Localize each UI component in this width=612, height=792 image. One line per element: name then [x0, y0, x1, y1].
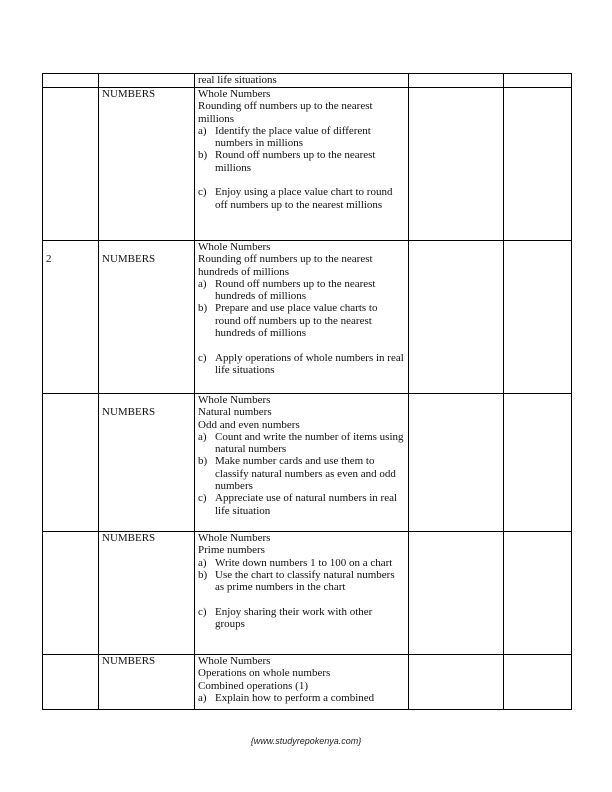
- outcome-text: Appreciate use of natural numbers in real life situation: [215, 492, 398, 517]
- content-cell: [195, 241, 409, 394]
- learning-outcome: [198, 352, 405, 377]
- learning-outcome: [198, 278, 405, 303]
- strand-cell-text: NUMBERS: [102, 88, 156, 100]
- sub-strand-line: Prime numbers: [198, 544, 265, 557]
- outcome-text: Round off numbers up to the nearest millions: [215, 149, 376, 174]
- learning-outcome: [198, 302, 405, 339]
- empty-cell: [504, 241, 572, 394]
- learning-outcome: [198, 431, 405, 456]
- outcome-label: a): [198, 556, 207, 569]
- empty-cell: [409, 241, 504, 394]
- content-cell: [195, 394, 409, 532]
- sub-strand-line: Rounding off numbers up to the nearest millions: [198, 100, 373, 125]
- footer-website: {www.studyrepokenya.com}: [250, 736, 362, 746]
- outcome-label: c): [198, 186, 207, 199]
- sub-strand-line: Operations on whole numbers: [198, 667, 331, 680]
- outcome-label: a): [198, 691, 207, 704]
- learning-outcome: [198, 492, 405, 517]
- strand-cell: [99, 88, 195, 241]
- sub-strand-line: Combined operations (1): [198, 679, 308, 692]
- sub-strand-line: Rounding off numbers up to the nearest hundreds of millions: [198, 253, 373, 278]
- outcome-text: Round off numbers up to the nearest hundreds of millions: [215, 277, 376, 303]
- week-cell: [43, 88, 99, 241]
- empty-cell: [504, 74, 572, 88]
- strand-cell-text: NUMBERS: [102, 532, 156, 544]
- sub-strand-line: Whole Numbers: [198, 532, 271, 544]
- sub-strand-line: Whole Numbers: [198, 655, 271, 667]
- learning-outcome: [198, 455, 405, 492]
- strand-cell: [99, 655, 195, 710]
- empty-cell: [504, 655, 572, 710]
- sub-strand-line: real life situations: [198, 74, 277, 86]
- outcome-text: Enjoy using a place value chart to round off numbers up to the nearest millions: [215, 186, 393, 211]
- strand-cell-text: NUMBERS: [102, 406, 156, 418]
- outcome-label: a): [198, 277, 207, 290]
- outcome-label: b): [198, 302, 208, 315]
- table-row: [43, 655, 572, 710]
- strand-cell: [99, 394, 195, 532]
- week-cell: [43, 655, 99, 710]
- outcome-label: c): [198, 605, 207, 618]
- strand-cell-text: NUMBERS: [102, 253, 156, 265]
- week-cell: [43, 394, 99, 532]
- strand-cell: [99, 74, 195, 88]
- outcome-text: Apply operations of whole numbers in real life situations: [215, 351, 404, 376]
- outcome-text: Write down numbers 1 to 100 on a chart: [215, 556, 393, 569]
- outcome-label: a): [198, 124, 207, 137]
- sub-strand-line: Odd and even numbers: [198, 418, 300, 431]
- table-row: [43, 394, 572, 532]
- learning-outcome: [198, 606, 405, 631]
- week-cell: [43, 532, 99, 655]
- empty-cell: [504, 532, 572, 655]
- empty-cell: [409, 74, 504, 88]
- learning-outcome: [198, 149, 405, 174]
- outcome-text: Identify the place value of different numbers in millions: [215, 124, 371, 150]
- strand-cell: [99, 532, 195, 655]
- table-row: [43, 532, 572, 655]
- outcome-label: c): [198, 351, 207, 364]
- empty-cell: [409, 88, 504, 241]
- week-cell: [43, 74, 99, 88]
- strand-cell-text: NUMBERS: [102, 655, 156, 667]
- content-cell: [195, 655, 409, 710]
- table-row: [43, 74, 572, 88]
- sub-strand-line: Whole Numbers: [198, 241, 271, 253]
- strand-cell: [99, 241, 195, 394]
- outcome-text: Enjoy sharing their work with other groups: [215, 605, 373, 631]
- learning-outcome: [198, 125, 405, 150]
- outcome-text: Count and write the number of items using natural numbers: [215, 430, 404, 456]
- outcome-label: b): [198, 568, 208, 581]
- content-cell: [195, 88, 409, 241]
- outcome-text: Use the chart to classify natural numbers as prime numbers in the chart: [215, 568, 395, 594]
- empty-cell: [409, 394, 504, 532]
- sub-strand-line: Whole Numbers: [198, 88, 271, 100]
- empty-cell: [504, 394, 572, 532]
- outcome-label: a): [198, 430, 207, 443]
- table-row: [43, 88, 572, 241]
- empty-cell: [409, 532, 504, 655]
- content-cell: [195, 74, 409, 88]
- content-cell: [195, 532, 409, 655]
- sub-strand-line: Natural numbers: [198, 406, 272, 419]
- outcome-label: c): [198, 492, 207, 505]
- scheme-of-work-table: [42, 73, 572, 710]
- table-row: [43, 241, 572, 394]
- sub-strand-line: Whole Numbers: [198, 394, 271, 406]
- week-cell: [43, 241, 99, 394]
- outcome-label: b): [198, 455, 208, 468]
- empty-cell: [504, 88, 572, 241]
- outcome-text: Prepare and use place value charts to round off numbers up to the nearest hundreds of millions: [215, 302, 378, 340]
- learning-outcome: [198, 557, 405, 569]
- learning-outcome: [198, 569, 405, 594]
- empty-cell: [409, 655, 504, 710]
- learning-outcome: [198, 692, 405, 704]
- week-cell-text: 2: [46, 253, 52, 265]
- outcome-label: b): [198, 149, 208, 162]
- learning-outcome: [198, 186, 405, 211]
- outcome-text: Make number cards and use them to classify natural numbers as even and odd numbers: [215, 455, 396, 493]
- outcome-text: Explain how to perform a combined: [215, 691, 375, 704]
